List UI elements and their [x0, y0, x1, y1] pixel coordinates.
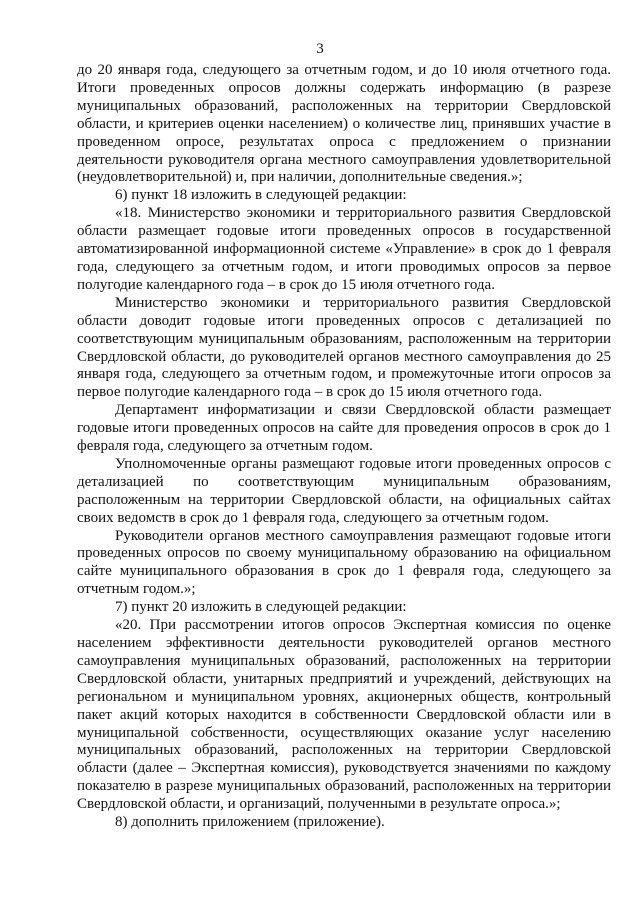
paragraph-continuation: до 20 января года, следующего за отчетным годом, и до 10 июля отчетного года. Итоги проведенных опросов должны содержать информацию (в разрезе муниципальных образований, расположенных на территории Свердловской области, и критериев оценки населением) о количестве лиц, принявших участие в проведенном опросе, результатах опроса с предложением о признании деятельности руководителя органа местного самоуправления удовлетворительной (неудовлетворительной) и, при наличии, дополнительные сведения.»; — [77, 62, 611, 186]
paragraph-clause-18: «18. Министерство экономики и территориального развития Свердловской области размещает годовые итоги проведенных опросов в государственной автоматизированной информационной системе «Управление» в срок до 1 февраля года, следующего за отчетным годом, и итоги проводимых опросов за первое полугодие календарного года – в срок до 15 июля отчетного года. — [77, 205, 611, 293]
paragraph-ministry-results: Министерство экономики и территориального развития Свердловской области доводит годовые итоги проведенных опросов с детализацией по соответствующим муниципальным образованиям, расположенным на территории Свердловской области, до руководителей органов местного самоуправления до 25 января года, следующего за отчетным годом, и промежуточные итоги опросов за первое полугодие календарного года – в срок до 15 июля отчетного года. — [77, 294, 611, 401]
paragraph-authorized-bodies: Уполномоченные органы размещают годовые итоги проведенных опросов с детализацией по соответствующим муниципальным образованиям, расположенным на территории Свердловской области, на официальных сайтах своих ведомств в срок до 1 февраля года, следующего за отчетным годом. — [77, 455, 611, 526]
document-body — [77, 62, 611, 832]
page-number: 3 — [316, 41, 324, 57]
paragraph-item-7: 7) пункт 20 изложить в следующей редакции: — [115, 599, 407, 616]
paragraph-item-8: 8) дополнить приложением (приложение). — [115, 814, 385, 831]
paragraph-it-department: Департамент информатизации и связи Свердловской области размещает годовые итоги проведенных опросов на сайте для проведения опросов в срок до 1 февраля года, следующего за отчетным годом. — [77, 402, 611, 455]
paragraph-clause-20: «20. При рассмотрении итогов опросов Экспертная комиссия по оценке населением эффективности деятельности руководителей органов местного самоуправления муниципальных образований, расположенных на территории Свердловской области, унитарных предприятий и учреждений, действующих на региональном и муниципальном уровнях, акционерных обществ, контрольный пакет акций которых находится в собственности Свердловской области или в муниципальной собственности, осуществляющих оказание услуг населению муниципальных образований, расположенных на территории Свердловской области (далее – Экспертная комиссия), руководствуется значениями по каждому показателю в разрезе муниципальных образований, расположенных на территории Свердловской области, и организаций, полученными в результате опроса.»; — [77, 617, 611, 813]
paragraph-item-6: 6) пункт 18 изложить в следующей редакции: — [115, 187, 407, 204]
paragraph-local-heads: Руководители органов местного самоуправления размещают годовые итоги проведенных опросов по своему муниципальному образованию на официальном сайте муниципального образования в срок до 1 февраля года, следующего за отчетным годом.»; — [77, 527, 611, 598]
